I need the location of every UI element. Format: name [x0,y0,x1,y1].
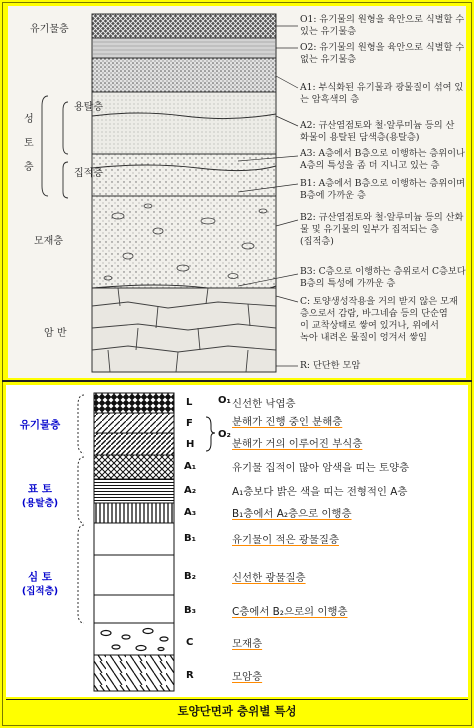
scan-desc-c: C: 토양생성작용을 거의 받지 않은 모재 층으로서 감람, 바그네슘 등의 단순염 이 교착상태로 쌓여 있거나, 위에서 녹아 내려온 물질이 엉겨서 쌓임 [300,296,458,343]
scan-label-bedrock: 암 반 [44,328,67,339]
scan-label-organic: 유기물층 [30,24,69,35]
scan-desc-b1: B1: A층에서 B층으로 이행하는 층위이며 B층에 가까운 층 [300,178,466,201]
desc-F-text: 분해가 진행 중인 분해층 [232,416,343,428]
code-O2: O₂ [218,429,231,440]
desc-H [232,435,362,450]
code-O1: O₁ [218,395,231,406]
desc-R-text: 모암층 [232,671,263,683]
desc-C [232,635,262,650]
desc-R [232,668,262,683]
desc-F [232,413,342,428]
horizon-A2 [94,479,174,503]
horizon-R [94,655,174,691]
desc-A2-text: A₁층보다 밝은 색을 띠는 전형적인 A층 [232,486,408,498]
code-H: H [186,439,195,450]
side-label-topsoil: 표 토 [28,483,52,495]
code-A2: A₂ [184,485,197,496]
scan-label-illuvial: 집적층 [74,168,103,179]
scan-label-parent: 모재층 [34,236,63,247]
scan-desc-o2: O2: 유기물의 원형을 육안으로 식별할 수 없는 유기물층 [300,42,465,65]
horizon-H [94,433,174,455]
scan-desc-b3: B3: C층으로 이행하는 층위로서 C층보다 B층의 특성에 가까운 층 [300,266,466,289]
desc-B1 [232,531,339,546]
horizon-B2 [94,555,174,595]
horizon-A1 [94,455,174,479]
code-B1: B₁ [184,533,197,544]
side-label-organic: 유기물층 [19,419,61,431]
scan-column [92,14,276,372]
code-A1: A₁ [184,461,197,472]
side-label-topsoil-sub: (용탈층) [21,498,59,509]
scan-label-eluvial: 용탈층 [74,102,103,113]
desc-A3 [232,505,352,520]
horizon-L [94,393,174,413]
scan-desc-a3: A3: A층에서 B층으로 이행하는 층위이나 A층의 특성을 좀 더 지니고 있는 층 [300,148,465,171]
side-label-subsoil: 심 토 [28,571,52,583]
scan-desc-b2: B2: 규산염점토와 철·알루미늄 등의 산화 물 및 유기물의 일부가 집적되는 층 (집적층) [300,212,464,247]
scan-label-soil-3: 층 [24,162,34,173]
code-B3: B₃ [184,605,197,616]
scan-label-soil-2: 토 [24,138,34,149]
side-label-subsoil-sub: (집적층) [21,586,59,597]
desc-A1-text: 유기물 집적이 많아 암색을 띠는 토양층 [232,462,410,474]
horizon-column [94,393,174,691]
soil-horizon-diagram [6,385,468,697]
figure-caption: 토양단면과 층위별 특성 [177,704,297,718]
desc-L [232,395,296,410]
scan-desc-o1: O1: 유기물의 원형을 육안으로 식별할 수 있는 유기물층 [300,14,465,37]
code-C: C [186,637,194,648]
code-L: L [186,397,193,408]
soil-profile-scan [8,6,466,378]
horizon-F [94,413,174,433]
scan-desc-a2: A2: 규산염점토와 철·알루미늄 등의 산 화물이 용탈된 담색층(용탈층) [300,120,455,143]
o2-brace [206,417,215,451]
caption-bar [6,699,468,722]
horizon-B1 [94,523,174,555]
code-B2: B₂ [184,571,197,582]
desc-B2-text: 신선한 광물질층 [232,572,306,584]
section-divider [2,380,472,382]
desc-B2 [232,569,306,584]
desc-L-text: 신선한 낙엽층 [232,398,296,410]
desc-H-text: 분해가 거의 이루어진 부식층 [232,438,363,450]
code-A3: A₃ [184,507,197,518]
code-F: F [186,418,193,429]
side-brackets [78,395,84,623]
desc-B1-text: 유기물이 적은 광물질층 [232,534,339,546]
desc-A1 [232,459,409,474]
scan-bracket [42,96,68,198]
horizon-B3 [94,595,174,623]
scan-label-soil-1: 성 [24,114,34,125]
horizon-A3 [94,503,174,523]
scan-desc-a1: A1: 부식화된 유기물과 광물질이 섞여 있 는 암흑색의 층 [300,82,464,105]
desc-A3-text: B₁층에서 A₂층으로 이행층 [232,508,352,520]
code-R: R [186,670,194,681]
desc-A2 [232,483,407,498]
scan-desc-r: R: 단단한 모암 [300,360,361,371]
desc-B3 [232,603,348,618]
desc-B3-text: C층에서 B₂으로의 이행층 [232,606,348,618]
desc-C-text: 모재층 [232,638,263,650]
